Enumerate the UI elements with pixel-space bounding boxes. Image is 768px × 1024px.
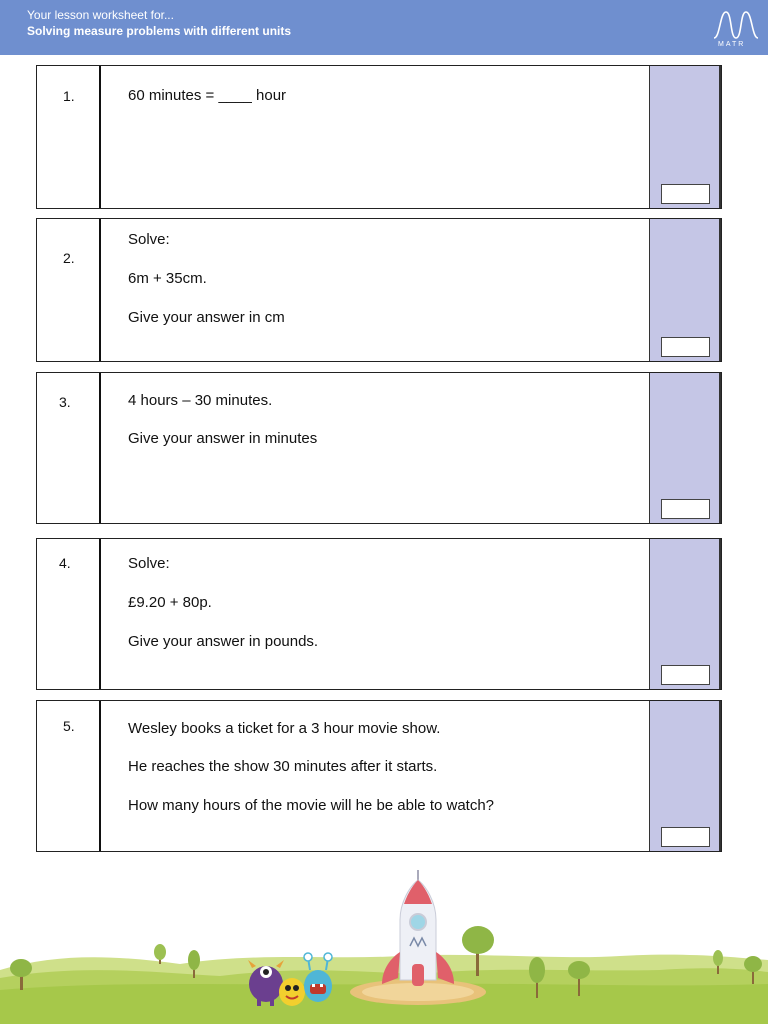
worksheet-header — [0, 0, 768, 55]
rocket-icon — [382, 870, 454, 986]
question-line: £9.20 + 80p. — [128, 594, 212, 611]
question-number: 5. — [63, 718, 75, 734]
question-number: 4. — [59, 555, 71, 571]
question-number-column — [37, 373, 101, 523]
landscape-illustration — [0, 860, 768, 1024]
mark-column — [649, 701, 721, 851]
header-title: Solving measure problems with different units — [27, 24, 292, 38]
mark-column — [649, 373, 721, 523]
question-number: 2. — [63, 250, 75, 266]
question-line: How many hours of the movie will he be able to watch? — [128, 797, 495, 814]
question-number: 1. — [63, 88, 75, 104]
answer-box[interactable] — [661, 665, 710, 685]
question-line: Solve: — [128, 555, 170, 572]
logo-text: MATR — [718, 41, 746, 48]
question-line: Give your answer in pounds. — [128, 633, 319, 650]
question-number-column — [37, 219, 101, 361]
question-line: 4 hours – 30 minutes. — [128, 392, 273, 409]
question-line: Wesley books a ticket for a 3 hour movie show. — [128, 720, 441, 737]
mark-column — [649, 66, 721, 208]
question-number-column — [37, 701, 101, 851]
question-box-4 — [36, 538, 722, 690]
mark-column — [649, 219, 721, 361]
question-line: 6m + 35cm. — [128, 270, 207, 287]
question-number-column — [37, 539, 101, 689]
question-line: Give your answer in minutes — [128, 430, 318, 447]
yellow-monster-icon — [279, 978, 305, 1006]
answer-box[interactable] — [661, 827, 710, 847]
question-box-5 — [36, 700, 722, 852]
answer-box[interactable] — [661, 184, 710, 204]
tree-icon — [154, 944, 166, 964]
question-number-column — [37, 66, 101, 208]
question-line: He reaches the show 30 minutes after it starts. — [128, 758, 438, 775]
mark-column — [649, 539, 721, 689]
question-box-2 — [36, 218, 722, 362]
header-pretitle: Your lesson worksheet for... — [27, 8, 174, 22]
question-box-1 — [36, 65, 722, 209]
question-number: 3. — [59, 394, 71, 410]
question-box-3 — [36, 372, 722, 524]
answer-box[interactable] — [661, 499, 710, 519]
question-line: 60 minutes = ____ hour — [128, 87, 287, 104]
answer-box[interactable] — [661, 337, 710, 357]
question-line: Solve: — [128, 231, 170, 248]
question-line: Give your answer in cm — [128, 309, 285, 326]
